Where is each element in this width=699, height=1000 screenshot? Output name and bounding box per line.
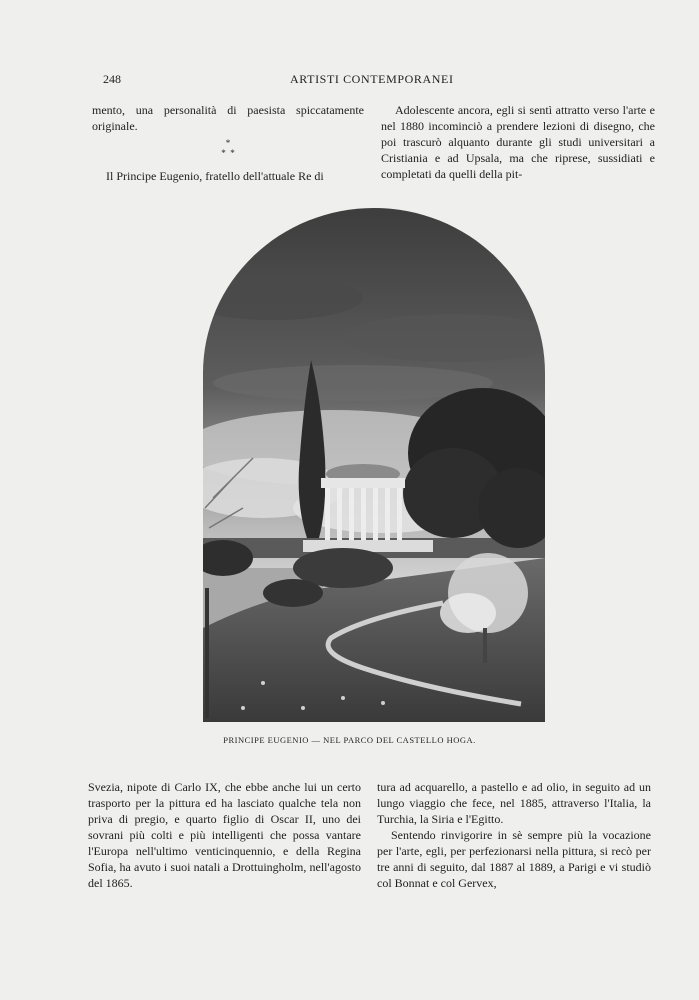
figure-caption: PRINCIPE EUGENIO — NEL PARCO DEL CASTELLO HOGA.	[223, 735, 476, 745]
bottom-left-column	[88, 779, 361, 891]
asterism-ornament: * * *	[221, 138, 235, 158]
top-right-column	[381, 102, 655, 182]
paragraph: Adolescente ancora, egli si sentì attratto verso l'arte e nel 1880 incominciò a prendere lezioni di disegno, che poi trascurò alquanto durante gli studi universitari a Cristiania e ad Upsala, ma che riprese, sussidiati e completati da quelli della pit-	[381, 103, 655, 181]
top-left-column	[92, 102, 364, 184]
running-title: ARTISTI CONTEMPORANEI	[290, 72, 454, 86]
park-temple-photograph	[203, 208, 545, 722]
photograph-plate	[203, 208, 545, 722]
paragraph: tura ad acquarello, a pastello e ad olio, in seguito ad un lungo viaggio che fece, nel 1885, attraverso l'Italia, la Turchia, la Siria e l'Egitto.	[377, 780, 651, 826]
page-number: 248	[103, 72, 121, 86]
bottom-right-column	[377, 779, 651, 891]
paragraph: Il Principe Eugenio, fratello dell'attuale Re di	[106, 169, 324, 183]
paragraph: Svezia, nipote di Carlo IX, che ebbe anche lui un certo trasporto per la pittura ed ha lasciato qualche tela non priva di pregio, e quarto figlio di Oscar II, uno dei sovrani più colti e più intelligenti che possa vantare l'Europa nell'ultimo venticinquennio, e della Regina Sofia, ha avuto i suoi natali a Drottuingholm, nell'agosto del 1865.	[88, 780, 361, 890]
paragraph: Sentendo rinvigorire in sè sempre più la vocazione per l'arte, egli, per perfezionarsi nella pittura, si recò per tre anni di seguito, dal 1887 al 1889, a Parigi e vi studiò col Bonnat e col Gervex,	[377, 828, 651, 890]
paragraph: mento, una personalità di paesista spiccatamente originale.	[92, 103, 364, 133]
